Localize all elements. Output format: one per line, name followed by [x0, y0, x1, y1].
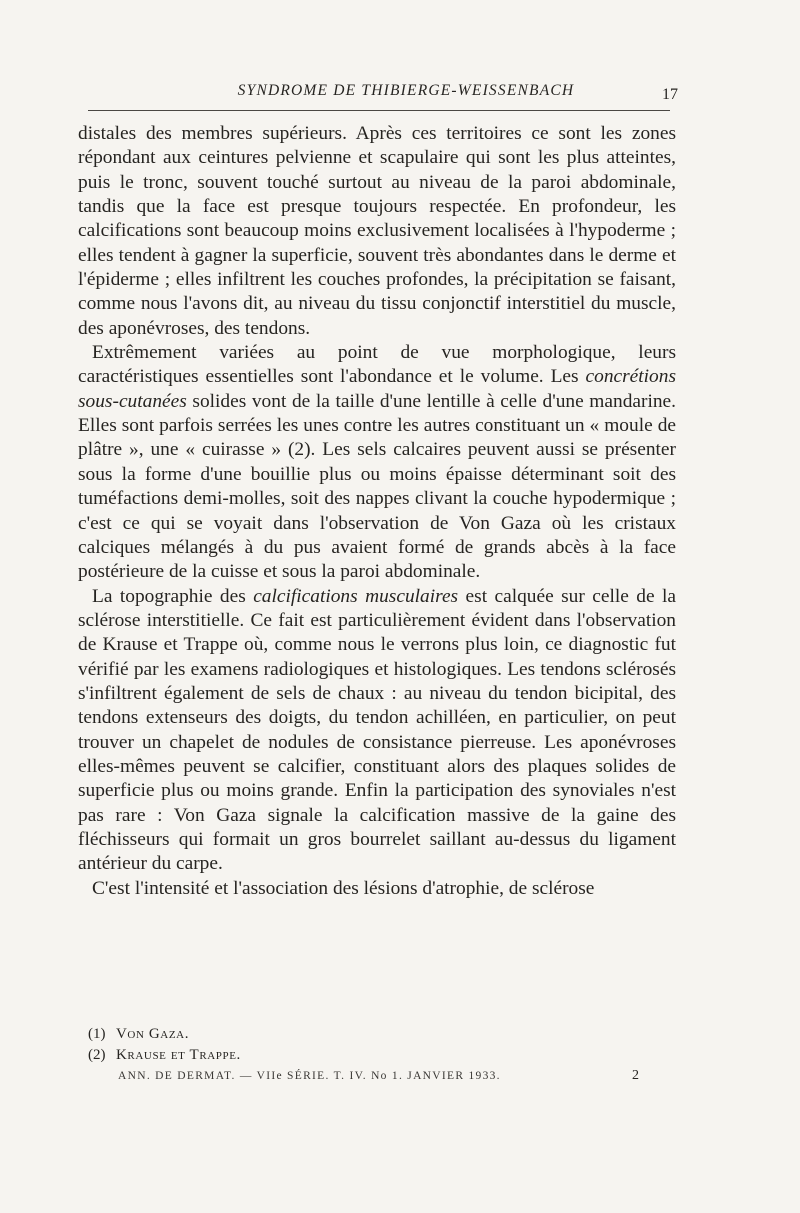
- paragraph-2-text-a: Extrêmement variées au point de vue morphologique, leurs caractéristiques essentielles sont l'abondance et le volume. Les: [78, 342, 676, 388]
- paragraph-2: [78, 341, 676, 584]
- signature-mark: 2: [632, 1068, 639, 1083]
- header-rule: [88, 110, 670, 111]
- running-head: [78, 80, 678, 104]
- footnote-1-text: Von Gaza.: [116, 1026, 190, 1042]
- paragraph-3: [78, 585, 676, 877]
- journal-citation: ANN. DE DERMAT. — VIIe SÉRIE. T. IV. No 1. JANVIER 1933.: [118, 1070, 501, 1082]
- paragraph-4-text: C'est l'intensité et l'association des lésions d'atrophie, de sclérose: [92, 877, 595, 899]
- footnote-2: [88, 1045, 648, 1066]
- page-number: 17: [662, 86, 678, 103]
- footnote-2-text: Krause et Trappe.: [116, 1046, 241, 1063]
- paragraph-2-emphasis: concrétions sous-cutanées: [78, 366, 676, 412]
- paragraph-3-emphasis: calcifications musculaires: [253, 585, 459, 607]
- footnote-1-number: (1): [88, 1026, 106, 1042]
- running-title: SYNDROME DE THIBIERGE-WEISSENBACH: [237, 82, 575, 99]
- paragraph-4: [78, 877, 676, 901]
- footnote-2-number: (2): [88, 1046, 106, 1063]
- paragraph-3-text-b: est calquée sur celle de la sclérose interstitielle. Ce fait est particulièrement évident dans l'observation de Krause et Trappe où, comme nous le verrons plus loin, ce diagnostic fut vérifié par les examens radiologiques et histologiques. Les tendons sclérosés s'infiltrent également de sels de chaux : au niveau du tendon bicipital, des tendons extenseurs des doigts, du tendon achilléen, en particulier, on peut trouver un chapelet de nodules de consistance pierreuse. Les aponévroses elles-mêmes peuvent se calcifier, constituant alors des plaques solides de superficie plus ou moins grande. Enfin la participation des synoviales n'est pas rare : Von Gaza signale la calcification massive de la gaine des fléchisseurs qui formait un gros bourrelet saillant au-dessus du ligament antérieur du carpe.: [78, 585, 676, 875]
- paragraph-3-text-a: La topographie des: [92, 585, 254, 607]
- body-text: [78, 122, 676, 901]
- footnotes: [88, 1024, 648, 1065]
- paragraph-1-text: distales des membres supérieurs. Après ces territoires ce sont les zones répondant aux ceintures pelvienne et scapulaire qui sont les plus atteintes, puis le tronc, souvent touché surtout au niveau de la paroi abdominale, tandis que la face est presque toujours respectée. En profondeur, les calcifications sont beaucoup moins exclusivement localisées à l'hypoderme ; elles tendent à gagner la superficie, souvent très abondantes dans le derme et l'épiderme ; elles infiltrent les couches profondes, la précipitation se faisant, comme nous l'avons dit, au niveau du tissu conjonctif interstitiel du muscle, des aponévroses, des tendons.: [78, 123, 676, 339]
- footnote-1: [88, 1024, 648, 1045]
- paragraph-1: [78, 122, 676, 341]
- paragraph-2-text-b: solides vont de la taille d'une lentille à celle d'une mandarine. Elles sont parfois serrées les unes contre les autres constituant un « moule de plâtre », une « cuirasse » (2). Les sels calcaires peuvent aussi se présenter sous la forme d'une bouillie plus ou moins épaisse déterminant soit des tuméfactions demi-molles, soit des nappes clivant la couche hypodermique ; c'est ce qui se voyait dans l'observation de Von Gaza où les cristaux calciques mélangés à du pus avaient formé de grands abcès à la face postérieure de la cuisse et sous la paroi abdominale.: [78, 390, 676, 583]
